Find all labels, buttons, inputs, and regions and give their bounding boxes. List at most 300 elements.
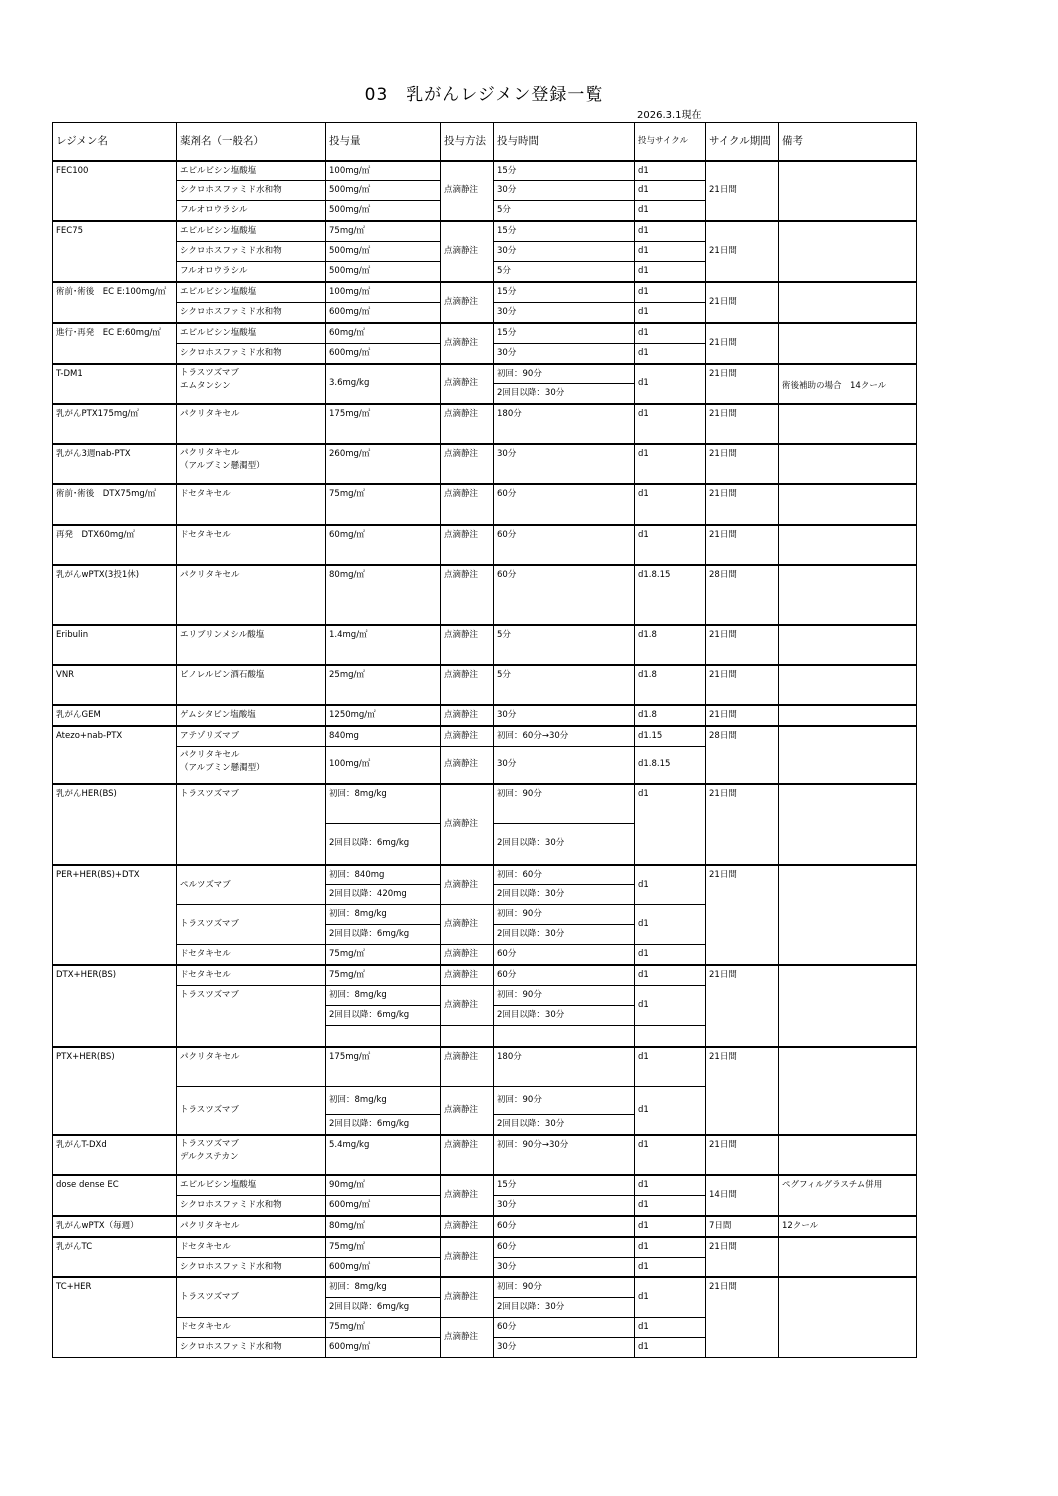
table-cell bbox=[779, 221, 917, 282]
table-cell: FEC100 bbox=[53, 161, 177, 222]
table-cell: PER+HER(BS)+DTX bbox=[53, 865, 177, 966]
table-cell: 2回目以降：30分 bbox=[494, 384, 635, 404]
table-cell: 点滴静注 bbox=[441, 484, 494, 525]
table-cell: 点滴静注 bbox=[441, 1237, 494, 1278]
table-cell: 30分 bbox=[494, 705, 635, 726]
table-cell: パクリタキセル bbox=[177, 404, 326, 444]
table-cell: 21日間 bbox=[706, 865, 779, 966]
table-cell: 初回：840mg bbox=[326, 865, 441, 885]
table-cell: シクロホスファミド水和物 bbox=[177, 242, 326, 262]
table-cell: 初回：8mg/kg bbox=[326, 1087, 441, 1115]
table-cell: 75mg/㎡ bbox=[326, 1237, 441, 1257]
table-cell: d1 bbox=[635, 181, 706, 201]
header-dose: 投与量 bbox=[326, 123, 441, 161]
table-cell: エリブリンメシル酸塩 bbox=[177, 625, 326, 665]
table-cell: d1.15 bbox=[635, 726, 706, 746]
table-cell: 100mg/㎡ bbox=[326, 282, 441, 302]
table-cell bbox=[779, 1047, 917, 1135]
table-cell: 21日間 bbox=[706, 1237, 779, 1278]
table-cell: 2回目以降：30分 bbox=[494, 1006, 635, 1026]
table-cell: 1250mg/㎡ bbox=[326, 705, 441, 726]
table-cell: 点滴静注 bbox=[441, 404, 494, 444]
table-cell: 21日間 bbox=[706, 221, 779, 282]
table-cell: 60分 bbox=[494, 565, 635, 625]
table-cell bbox=[779, 965, 917, 1046]
table-cell: d1 bbox=[635, 1257, 706, 1277]
table-cell: 2回目以降：30分 bbox=[494, 1115, 635, 1135]
table-cell: 乳がんHER(BS) bbox=[53, 784, 177, 865]
table-cell: 初回：8mg/kg bbox=[326, 1277, 441, 1297]
table-cell: d1 bbox=[635, 1047, 706, 1087]
table-cell: 15分 bbox=[494, 161, 635, 181]
table-cell: 乳がんT-DXd bbox=[53, 1135, 177, 1175]
table-cell: シクロホスファミド水和物 bbox=[177, 302, 326, 322]
table-cell: 点滴静注 bbox=[441, 364, 494, 405]
table-cell: d1 bbox=[635, 1216, 706, 1237]
table-cell: 初回：90分 bbox=[494, 784, 635, 824]
table-cell bbox=[779, 444, 917, 484]
table-cell: 初回：90分→30分 bbox=[494, 1135, 635, 1175]
table-cell: 点滴静注 bbox=[441, 323, 494, 364]
table-cell: d1 bbox=[635, 905, 706, 945]
table-cell: 100mg/㎡ bbox=[326, 747, 441, 784]
table-cell bbox=[779, 784, 917, 865]
table-cell: トラスツズマブ bbox=[177, 784, 326, 865]
table-cell: 点滴静注 bbox=[441, 1318, 494, 1358]
table-cell: ペルツズマブ bbox=[177, 865, 326, 905]
table-cell: パクリタキセル （アルブミン懸濁型） bbox=[177, 747, 326, 784]
table-cell: 点滴静注 bbox=[441, 865, 494, 905]
as-of-date: 2026.3.1現在 bbox=[637, 110, 702, 121]
table-cell: d1 bbox=[635, 986, 706, 1026]
table-cell: d1 bbox=[635, 444, 706, 484]
header-cycle-length: サイクル期間 bbox=[706, 123, 779, 161]
table-cell bbox=[779, 1135, 917, 1175]
table-cell: 2回目以降：6mg/kg bbox=[326, 1115, 441, 1135]
table-cell: 点滴静注 bbox=[441, 625, 494, 665]
table-cell: 600mg/㎡ bbox=[326, 1195, 441, 1215]
table-cell: d1 bbox=[635, 282, 706, 302]
table-cell bbox=[779, 726, 917, 783]
table-cell bbox=[779, 282, 917, 323]
table-cell: 2回目以降：420mg bbox=[326, 885, 441, 905]
table-cell: 点滴静注 bbox=[441, 444, 494, 484]
table-cell: 初回：8mg/kg bbox=[326, 986, 441, 1006]
table-cell: 25mg/㎡ bbox=[326, 665, 441, 705]
table-cell: 点滴静注 bbox=[441, 1047, 494, 1087]
table-cell: 600mg/㎡ bbox=[326, 1257, 441, 1277]
table-cell: 75mg/㎡ bbox=[326, 1318, 441, 1338]
table-cell: 21日間 bbox=[706, 364, 779, 405]
table-cell: 2回目以降：30分 bbox=[494, 885, 635, 905]
table-cell: 乳がんGEM bbox=[53, 705, 177, 726]
table-row bbox=[53, 784, 917, 824]
table-cell: Atezo+nab-PTX bbox=[53, 726, 177, 783]
table-cell: 30分 bbox=[494, 181, 635, 201]
table-cell bbox=[779, 865, 917, 966]
table-cell: フルオロウラシル bbox=[177, 262, 326, 282]
table-cell: 5.4mg/kg bbox=[326, 1135, 441, 1175]
table-cell: 乳がんTC bbox=[53, 1237, 177, 1278]
table-cell: 60分 bbox=[494, 945, 635, 965]
table-cell: 15分 bbox=[494, 221, 635, 241]
table-cell: アテゾリズマブ bbox=[177, 726, 326, 746]
table-row bbox=[53, 404, 917, 444]
table-cell: 2回目以降：6mg/kg bbox=[326, 925, 441, 945]
table-row bbox=[53, 323, 917, 343]
table-cell: シクロホスファミド水和物 bbox=[177, 343, 326, 363]
table-cell: 点滴静注 bbox=[441, 784, 494, 865]
table-cell: d1 bbox=[635, 1195, 706, 1215]
table-cell: 14日間 bbox=[706, 1175, 779, 1216]
table-cell: Eribulin bbox=[53, 625, 177, 665]
table-cell: 12クール bbox=[779, 1216, 917, 1237]
table-cell: DTX+HER(BS) bbox=[53, 965, 177, 1046]
table-row bbox=[53, 1277, 917, 1297]
table-row bbox=[53, 1216, 917, 1237]
table-cell: d1.8.15 bbox=[635, 747, 706, 784]
table-row bbox=[53, 726, 917, 746]
table-cell: 点滴静注 bbox=[441, 1175, 494, 1216]
table-cell: パクリタキセル bbox=[177, 1047, 326, 1087]
table-cell: シクロホスファミド水和物 bbox=[177, 1195, 326, 1215]
table-cell: 60分 bbox=[494, 484, 635, 525]
table-cell: 初回：90分 bbox=[494, 986, 635, 1006]
table-row bbox=[53, 1237, 917, 1257]
table-row bbox=[53, 221, 917, 241]
table-cell bbox=[779, 1237, 917, 1278]
table-row bbox=[53, 161, 917, 181]
table-cell: エピルビシン塩酸塩 bbox=[177, 1175, 326, 1195]
table-cell: d1 bbox=[635, 525, 706, 565]
table-cell: 15分 bbox=[494, 323, 635, 343]
table-cell: 600mg/㎡ bbox=[326, 1338, 441, 1358]
table-cell: 80mg/㎡ bbox=[326, 565, 441, 625]
table-cell: 初回：8mg/kg bbox=[326, 905, 441, 925]
table-cell: 60分 bbox=[494, 1216, 635, 1237]
table-cell: 初回：60分 bbox=[494, 865, 635, 885]
table-cell: 30分 bbox=[494, 747, 635, 784]
header-route: 投与方法 bbox=[441, 123, 494, 161]
table-row bbox=[53, 705, 917, 726]
table-cell: パクリタキセル bbox=[177, 565, 326, 625]
table-cell: 初回：90分 bbox=[494, 905, 635, 925]
table-cell: PTX+HER(BS) bbox=[53, 1047, 177, 1135]
table-row bbox=[53, 444, 917, 484]
table-cell: 点滴静注 bbox=[441, 747, 494, 784]
table-cell: d1 bbox=[635, 484, 706, 525]
table-cell: 600mg/㎡ bbox=[326, 343, 441, 363]
table-cell: 初回：60分→30分 bbox=[494, 726, 635, 746]
table-cell: 5分 bbox=[494, 665, 635, 705]
table-cell bbox=[779, 525, 917, 565]
table-cell: ドセタキセル bbox=[177, 965, 326, 985]
header-remarks: 備考 bbox=[779, 123, 917, 161]
table-cell: トラスツズマブ bbox=[177, 905, 326, 945]
table-cell: d1 bbox=[635, 784, 706, 865]
table-cell: 21日間 bbox=[706, 525, 779, 565]
table-cell: 180分 bbox=[494, 404, 635, 444]
table-cell: トラスツズマブ bbox=[177, 1277, 326, 1317]
table-cell: 21日間 bbox=[706, 444, 779, 484]
table-row bbox=[53, 484, 917, 525]
table-cell bbox=[779, 323, 917, 364]
table-cell: 100mg/㎡ bbox=[326, 161, 441, 181]
table-cell: 30分 bbox=[494, 242, 635, 262]
table-cell: 60mg/㎡ bbox=[326, 525, 441, 565]
table-cell: ドセタキセル bbox=[177, 484, 326, 525]
table-cell: ゲムシタビン塩酸塩 bbox=[177, 705, 326, 726]
table-cell: 75mg/㎡ bbox=[326, 484, 441, 525]
table-cell: 75mg/㎡ bbox=[326, 221, 441, 241]
table-cell: T-DM1 bbox=[53, 364, 177, 405]
table-cell: 28日間 bbox=[706, 726, 779, 783]
page-title: 03 乳がんレジメン登録一覧 bbox=[364, 85, 604, 105]
table-cell: d1 bbox=[635, 1237, 706, 1257]
table-cell: 21日間 bbox=[706, 784, 779, 865]
table-cell bbox=[779, 625, 917, 665]
table-cell: 初回：90分 bbox=[494, 1087, 635, 1115]
table-cell: 点滴静注 bbox=[441, 1135, 494, 1175]
table-cell: 点滴静注 bbox=[441, 525, 494, 565]
table-row bbox=[53, 1175, 917, 1195]
table-cell: トラスツズマブ エムタンシン bbox=[177, 364, 326, 405]
table-cell: 7日間 bbox=[706, 1216, 779, 1237]
table-cell: ペグフィルグラスチム併用 bbox=[779, 1175, 917, 1216]
table-cell: 術前･術後 EC E:100mg/㎡ bbox=[53, 282, 177, 323]
table-cell: 80mg/㎡ bbox=[326, 1216, 441, 1237]
header-regimen-name: レジメン名 bbox=[53, 123, 177, 161]
table-cell: FEC75 bbox=[53, 221, 177, 282]
table-cell: 点滴静注 bbox=[441, 282, 494, 323]
table-cell bbox=[635, 1026, 706, 1047]
table-cell: 500mg/㎡ bbox=[326, 262, 441, 282]
table-cell: パクリタキセル bbox=[177, 1216, 326, 1237]
table-cell: 260mg/㎡ bbox=[326, 444, 441, 484]
table-row bbox=[53, 965, 917, 985]
table-cell: 30分 bbox=[494, 1338, 635, 1358]
table-cell: 500mg/㎡ bbox=[326, 181, 441, 201]
table-cell: 21日間 bbox=[706, 282, 779, 323]
table-cell: d1 bbox=[635, 302, 706, 322]
table-cell: d1 bbox=[635, 965, 706, 985]
table-cell bbox=[779, 161, 917, 222]
table-cell: 21日間 bbox=[706, 323, 779, 364]
table-cell: d1.8 bbox=[635, 705, 706, 726]
table-cell: d1.8 bbox=[635, 665, 706, 705]
table-cell: 15分 bbox=[494, 282, 635, 302]
table-cell: 90mg/㎡ bbox=[326, 1175, 441, 1195]
table-cell: 点滴静注 bbox=[441, 905, 494, 945]
table-cell: d1 bbox=[635, 242, 706, 262]
table-cell: シクロホスファミド水和物 bbox=[177, 181, 326, 201]
table-cell: 2回目以降：6mg/kg bbox=[326, 824, 441, 865]
table-cell: 60mg/㎡ bbox=[326, 323, 441, 343]
table-cell: 点滴静注 bbox=[441, 726, 494, 746]
table-cell: d1.8 bbox=[635, 625, 706, 665]
table-cell: 5分 bbox=[494, 201, 635, 221]
table-cell: 500mg/㎡ bbox=[326, 242, 441, 262]
header-row bbox=[53, 123, 917, 161]
table-cell: d1 bbox=[635, 1175, 706, 1195]
table-cell: 術前･術後 DTX75mg/㎡ bbox=[53, 484, 177, 525]
table-cell: 術後補助の場合 14クール bbox=[779, 364, 917, 405]
table-cell: 点滴静注 bbox=[441, 965, 494, 985]
table-cell: d1 bbox=[635, 1338, 706, 1358]
table-cell: 乳がん3週nab-PTX bbox=[53, 444, 177, 484]
table-cell: トラスツズマブ デルクステカン bbox=[177, 1135, 326, 1175]
table-cell: フルオロウラシル bbox=[177, 201, 326, 221]
table-cell: 21日間 bbox=[706, 404, 779, 444]
table-cell: d1 bbox=[635, 364, 706, 405]
table-cell: d1 bbox=[635, 1135, 706, 1175]
table-cell: 再発 DTX60mg/㎡ bbox=[53, 525, 177, 565]
table-cell: 30分 bbox=[494, 444, 635, 484]
table-cell: 21日間 bbox=[706, 1047, 779, 1135]
table-cell: d1 bbox=[635, 1277, 706, 1317]
table-cell: TC+HER bbox=[53, 1277, 177, 1357]
table-cell: 点滴静注 bbox=[441, 161, 494, 222]
table-cell: 2回目以降：30分 bbox=[494, 824, 635, 865]
table-row bbox=[53, 364, 917, 384]
table-cell: 500mg/㎡ bbox=[326, 201, 441, 221]
table-cell: d1 bbox=[635, 865, 706, 905]
table-cell: 21日間 bbox=[706, 1135, 779, 1175]
table-row bbox=[53, 665, 917, 705]
table-cell: 180分 bbox=[494, 1047, 635, 1087]
table-cell: d1 bbox=[635, 221, 706, 241]
table-cell: 初回：8mg/kg bbox=[326, 784, 441, 824]
table-cell: トラスツズマブ bbox=[177, 986, 326, 1047]
table-body bbox=[53, 123, 917, 1358]
table-cell bbox=[326, 1026, 441, 1047]
table-cell: エピルビシン塩酸塩 bbox=[177, 282, 326, 302]
table-cell bbox=[779, 665, 917, 705]
table-cell: 点滴静注 bbox=[441, 986, 494, 1026]
table-cell: d1 bbox=[635, 323, 706, 343]
table-cell bbox=[779, 484, 917, 525]
table-cell: 15分 bbox=[494, 1175, 635, 1195]
table-cell: 5分 bbox=[494, 262, 635, 282]
table-cell: 5分 bbox=[494, 625, 635, 665]
table-cell: 30分 bbox=[494, 1257, 635, 1277]
table-cell: 175mg/㎡ bbox=[326, 1047, 441, 1087]
table-row bbox=[53, 525, 917, 565]
table-cell: ビノレルビン酒石酸塩 bbox=[177, 665, 326, 705]
header-cycle-days: 投与サイクル bbox=[635, 123, 706, 161]
table-cell: 60分 bbox=[494, 1237, 635, 1257]
table-cell: 初回：90分 bbox=[494, 1277, 635, 1297]
table-row bbox=[53, 282, 917, 302]
table-cell: 21日間 bbox=[706, 161, 779, 222]
table-cell bbox=[779, 404, 917, 444]
table-cell: 2回目以降：30分 bbox=[494, 925, 635, 945]
table-cell: 点滴静注 bbox=[441, 945, 494, 965]
table-cell: ドセタキセル bbox=[177, 1237, 326, 1257]
table-cell: 点滴静注 bbox=[441, 221, 494, 282]
table-cell: 21日間 bbox=[706, 705, 779, 726]
table-cell: 進行･再発 EC E:60mg/㎡ bbox=[53, 323, 177, 364]
table-cell: 21日間 bbox=[706, 625, 779, 665]
table-cell: 21日間 bbox=[706, 1277, 779, 1357]
table-cell: 60分 bbox=[494, 1318, 635, 1338]
table-cell: 175mg/㎡ bbox=[326, 404, 441, 444]
table-cell: 30分 bbox=[494, 343, 635, 363]
table-cell: VNR bbox=[53, 665, 177, 705]
table-row bbox=[53, 865, 917, 885]
table-cell bbox=[779, 565, 917, 625]
table-cell: 乳がんPTX175mg/㎡ bbox=[53, 404, 177, 444]
table-row bbox=[53, 625, 917, 665]
table-cell: エピルビシン塩酸塩 bbox=[177, 161, 326, 181]
table-row bbox=[53, 1135, 917, 1175]
table-cell: シクロホスファミド水和物 bbox=[177, 1338, 326, 1358]
table-cell: パクリタキセル （アルブミン懸濁型） bbox=[177, 444, 326, 484]
table-cell: 2回目以降：30分 bbox=[494, 1298, 635, 1318]
table-row bbox=[53, 565, 917, 625]
table-cell: シクロホスファミド水和物 bbox=[177, 1257, 326, 1277]
table-cell: 28日間 bbox=[706, 565, 779, 625]
table-cell: 乳がんwPTX(3投1休) bbox=[53, 565, 177, 625]
table-cell: d1 bbox=[635, 262, 706, 282]
regimen-table bbox=[52, 122, 917, 1358]
table-cell: ドセタキセル bbox=[177, 525, 326, 565]
table-cell: 点滴静注 bbox=[441, 665, 494, 705]
table-cell: 75mg/㎡ bbox=[326, 965, 441, 985]
header-infusion-time: 投与時間 bbox=[494, 123, 635, 161]
table-cell: d1 bbox=[635, 1318, 706, 1338]
table-cell: d1 bbox=[635, 343, 706, 363]
table-cell bbox=[779, 705, 917, 726]
table-cell: 初回：90分 bbox=[494, 364, 635, 384]
table-cell: d1 bbox=[635, 161, 706, 181]
table-cell: ドセタキセル bbox=[177, 945, 326, 965]
table-cell: 21日間 bbox=[706, 484, 779, 525]
table-cell: 2回目以降：6mg/kg bbox=[326, 1006, 441, 1026]
table-cell: 2回目以降：6mg/kg bbox=[326, 1298, 441, 1318]
table-cell: 75mg/㎡ bbox=[326, 945, 441, 965]
table-cell bbox=[441, 1026, 494, 1047]
table-cell bbox=[779, 1277, 917, 1357]
table-cell: 1.4mg/㎡ bbox=[326, 625, 441, 665]
table-cell: 600mg/㎡ bbox=[326, 302, 441, 322]
table-cell: dose dense EC bbox=[53, 1175, 177, 1216]
table-cell: トラスツズマブ bbox=[177, 1087, 326, 1135]
table-cell: d1.8.15 bbox=[635, 565, 706, 625]
table-cell: エピルビシン塩酸塩 bbox=[177, 221, 326, 241]
table-cell: 点滴静注 bbox=[441, 565, 494, 625]
table-cell: 点滴静注 bbox=[441, 705, 494, 726]
table-cell: d1 bbox=[635, 404, 706, 444]
table-cell: 3.6mg/kg bbox=[326, 364, 441, 405]
table-cell: d1 bbox=[635, 201, 706, 221]
table-cell: d1 bbox=[635, 945, 706, 965]
table-cell: エピルビシン塩酸塩 bbox=[177, 323, 326, 343]
table-cell: 点滴静注 bbox=[441, 1277, 494, 1317]
table-cell: 30分 bbox=[494, 302, 635, 322]
table-cell: 点滴静注 bbox=[441, 1216, 494, 1237]
table-cell: 乳がんwPTX（毎週） bbox=[53, 1216, 177, 1237]
table-cell: 21日間 bbox=[706, 965, 779, 1046]
table-cell: ドセタキセル bbox=[177, 1318, 326, 1338]
table-cell: 30分 bbox=[494, 1195, 635, 1215]
table-cell: 60分 bbox=[494, 965, 635, 985]
table-cell: 点滴静注 bbox=[441, 1087, 494, 1135]
table-cell: d1 bbox=[635, 1087, 706, 1135]
header-drug-name: 薬剤名（一般名） bbox=[177, 123, 326, 161]
table-cell bbox=[494, 1026, 635, 1047]
table-cell: 21日間 bbox=[706, 665, 779, 705]
